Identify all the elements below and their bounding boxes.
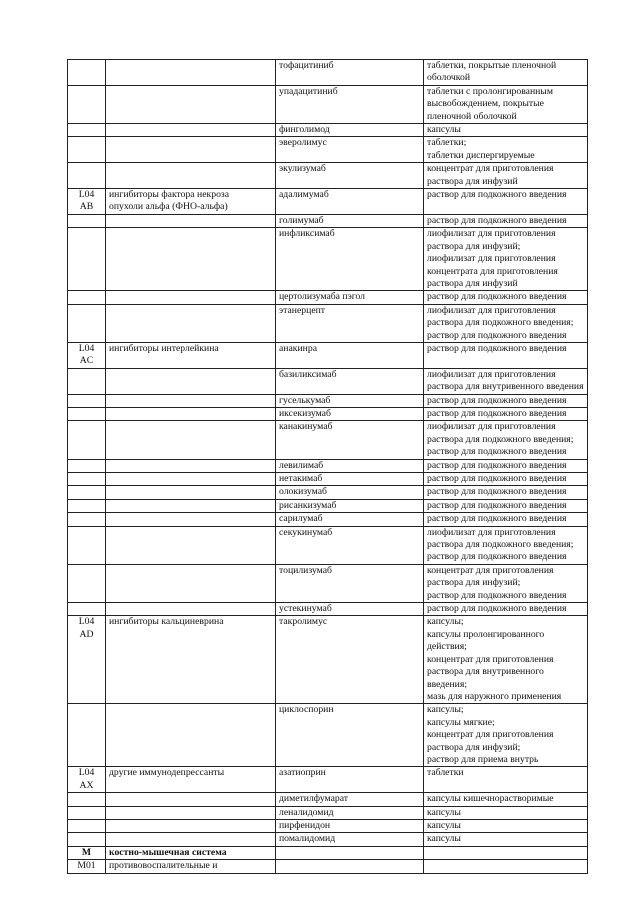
group-name-cell xyxy=(106,704,276,767)
atc-code-cell xyxy=(68,473,106,486)
dosage-form-cell: раствор для подкожного введения xyxy=(424,342,588,368)
table-row xyxy=(68,860,588,873)
table-row xyxy=(68,228,588,291)
drug-name-cell: экулизумаб xyxy=(276,163,424,189)
atc-code-cell: M xyxy=(68,846,106,859)
table-row xyxy=(68,214,588,227)
drug-name-cell: анакинра xyxy=(276,342,424,368)
group-name-cell xyxy=(106,137,276,163)
dosage-form-cell xyxy=(424,846,588,859)
atc-code-cell xyxy=(68,806,106,819)
dosage-form-cell: лиофилизат для приготовления раствора для подкожного введения; раствор для подкожного введения xyxy=(424,304,588,342)
table-row xyxy=(68,513,588,526)
dosage-form-cell: раствор для подкожного введения xyxy=(424,486,588,499)
atc-code-cell xyxy=(68,421,106,459)
table-row xyxy=(68,486,588,499)
group-name-cell xyxy=(106,819,276,832)
table-row xyxy=(68,291,588,304)
atc-code-cell xyxy=(68,407,106,420)
atc-code-cell xyxy=(68,85,106,123)
table-row xyxy=(68,124,588,137)
drug-name-cell: помалидомид xyxy=(276,833,424,846)
group-name-cell xyxy=(106,304,276,342)
drug-name-cell: такролимус xyxy=(276,616,424,704)
atc-code-cell xyxy=(68,228,106,291)
drug-name-cell: базиликсимаб xyxy=(276,368,424,394)
atc-code-cell xyxy=(68,793,106,806)
table-row xyxy=(68,368,588,394)
table-row xyxy=(68,793,588,806)
dosage-form-cell: капсулы xyxy=(424,806,588,819)
group-name-cell: ингибиторы кальциневрина xyxy=(106,616,276,704)
group-name-cell xyxy=(106,526,276,564)
drug-name-cell: голимумаб xyxy=(276,214,424,227)
atc-code-cell xyxy=(68,124,106,137)
table-row xyxy=(68,499,588,512)
dosage-form-cell: таблетки с пролонгированным высвобождением, покрытые пленочной оболочкой xyxy=(424,85,588,123)
atc-code-cell xyxy=(68,137,106,163)
dosage-form-cell: капсулы; капсулы мягкие; концентрат для приготовления раствора для инфузий; раствор для приема внутрь xyxy=(424,704,588,767)
atc-code-cell xyxy=(68,499,106,512)
dosage-form-cell: раствор для подкожного введения xyxy=(424,189,588,215)
table-row xyxy=(68,846,588,859)
atc-code-cell xyxy=(68,486,106,499)
atc-code-cell: L04 AD xyxy=(68,616,106,704)
atc-code-cell: L04 AB xyxy=(68,189,106,215)
dosage-form-cell: раствор для подкожного введения xyxy=(424,513,588,526)
table-row xyxy=(68,421,588,459)
table-row xyxy=(68,473,588,486)
drug-name-cell: сарилумаб xyxy=(276,513,424,526)
dosage-form-cell: раствор для подкожного введения xyxy=(424,407,588,420)
drug-name-cell: устекинумаб xyxy=(276,603,424,616)
atc-code-cell xyxy=(68,368,106,394)
drug-name-cell xyxy=(276,846,424,859)
atc-code-cell xyxy=(68,526,106,564)
dosage-form-cell xyxy=(424,860,588,873)
table-row xyxy=(68,85,588,123)
dosage-form-cell: лиофилизат для приготовления раствора для подкожного введения; раствор для подкожного введения xyxy=(424,421,588,459)
table-row xyxy=(68,564,588,602)
drug-name-cell: нетакимаб xyxy=(276,473,424,486)
drug-name-cell: пирфенидон xyxy=(276,819,424,832)
table-row xyxy=(68,304,588,342)
drug-name-cell: инфликсимаб xyxy=(276,228,424,291)
atc-code-cell xyxy=(68,304,106,342)
drug-name-cell: секукинумаб xyxy=(276,526,424,564)
group-name-cell xyxy=(106,163,276,189)
atc-code-cell xyxy=(68,291,106,304)
table-body xyxy=(68,60,588,874)
table-row xyxy=(68,342,588,368)
table-row xyxy=(68,459,588,472)
drug-name-cell: эверолимус xyxy=(276,137,424,163)
group-name-cell xyxy=(106,421,276,459)
drug-name-cell: азатиоприн xyxy=(276,767,424,793)
table-row xyxy=(68,60,588,86)
table-row xyxy=(68,163,588,189)
group-name-cell xyxy=(106,513,276,526)
group-name-cell xyxy=(106,291,276,304)
dosage-form-cell: капсулы xyxy=(424,819,588,832)
atc-code-cell xyxy=(68,163,106,189)
group-name-cell xyxy=(106,499,276,512)
group-name-cell xyxy=(106,407,276,420)
dosage-form-cell: лиофилизат для приготовления раствора для подкожного введения; раствор для подкожного введения xyxy=(424,526,588,564)
group-name-cell xyxy=(106,459,276,472)
table-row xyxy=(68,704,588,767)
group-name-cell xyxy=(106,60,276,86)
atc-code-cell: M01 xyxy=(68,860,106,873)
drug-name-cell: финголимод xyxy=(276,124,424,137)
group-name-cell xyxy=(106,486,276,499)
table-row xyxy=(68,394,588,407)
drug-name-cell: цертолизумаба пэгол xyxy=(276,291,424,304)
group-name-cell xyxy=(106,793,276,806)
table-row xyxy=(68,189,588,215)
drug-name-cell: тофацитиниб xyxy=(276,60,424,86)
dosage-form-cell: таблетки xyxy=(424,767,588,793)
drug-name-cell: олокизумаб xyxy=(276,486,424,499)
table-row xyxy=(68,407,588,420)
drug-name-cell: иксекизумаб xyxy=(276,407,424,420)
drug-name-cell: тоцилизумаб xyxy=(276,564,424,602)
table-row xyxy=(68,819,588,832)
dosage-form-cell: раствор для подкожного введения xyxy=(424,214,588,227)
atc-code-cell xyxy=(68,704,106,767)
dosage-form-cell: раствор для подкожного введения xyxy=(424,291,588,304)
dosage-form-cell: лиофилизат для приготовления раствора для внутривенного введения xyxy=(424,368,588,394)
group-name-cell: ингибиторы интерлейкина xyxy=(106,342,276,368)
dosage-form-cell: капсулы xyxy=(424,833,588,846)
dosage-form-cell: раствор для подкожного введения xyxy=(424,473,588,486)
drug-name-cell: диметилфумарат xyxy=(276,793,424,806)
drug-name-cell: леналидомид xyxy=(276,806,424,819)
group-name-cell xyxy=(106,214,276,227)
table-row xyxy=(68,806,588,819)
drug-name-cell: левилимаб xyxy=(276,459,424,472)
drug-name-cell: рисанкизумаб xyxy=(276,499,424,512)
dosage-form-cell: концентрат для приготовления раствора для инфузий; раствор для подкожного введения xyxy=(424,564,588,602)
table-row xyxy=(68,833,588,846)
dosage-form-cell: капсулы xyxy=(424,124,588,137)
dosage-form-cell: раствор для подкожного введения xyxy=(424,459,588,472)
dosage-form-cell: таблетки; таблетки диспергируемые xyxy=(424,137,588,163)
table-row xyxy=(68,526,588,564)
drug-name-cell: гуселькумаб xyxy=(276,394,424,407)
drug-name-cell: упадацитиниб xyxy=(276,85,424,123)
group-name-cell: костно-мышечная система xyxy=(106,846,276,859)
group-name-cell xyxy=(106,228,276,291)
atc-code-cell xyxy=(68,459,106,472)
group-name-cell xyxy=(106,603,276,616)
group-name-cell: противовоспалительные и xyxy=(106,860,276,873)
group-name-cell: другие иммунодепрессанты xyxy=(106,767,276,793)
atc-code-cell xyxy=(68,603,106,616)
drug-name-cell: этанерцепт xyxy=(276,304,424,342)
atc-code-cell xyxy=(68,60,106,86)
group-name-cell xyxy=(106,833,276,846)
table-row xyxy=(68,767,588,793)
group-name-cell xyxy=(106,394,276,407)
dosage-form-cell: таблетки, покрытые пленочной оболочкой xyxy=(424,60,588,86)
group-name-cell xyxy=(106,806,276,819)
drug-name-cell: адалимумаб xyxy=(276,189,424,215)
dosage-form-cell: капсулы кишечнорастворимые xyxy=(424,793,588,806)
atc-code-cell: L04 AX xyxy=(68,767,106,793)
group-name-cell: ингибиторы фактора некроза опухоли альфа (ФНО-альфа) xyxy=(106,189,276,215)
atc-code-cell xyxy=(68,819,106,832)
dosage-form-cell: раствор для подкожного введения xyxy=(424,603,588,616)
group-name-cell xyxy=(106,564,276,602)
table-row xyxy=(68,603,588,616)
atc-code-cell xyxy=(68,833,106,846)
group-name-cell xyxy=(106,368,276,394)
atc-code-cell xyxy=(68,394,106,407)
dosage-form-cell: капсулы; капсулы пролонгированного действия; концентрат для приготовления раствора для внутривенного введения; мазь для наружного применения xyxy=(424,616,588,704)
drug-name-cell: циклоспорин xyxy=(276,704,424,767)
atc-code-cell xyxy=(68,564,106,602)
atc-code-cell xyxy=(68,214,106,227)
atc-code-cell xyxy=(68,513,106,526)
dosage-form-cell: лиофилизат для приготовления раствора для инфузий; лиофилизат для приготовления концентрата для приготовления раствора для инфузий xyxy=(424,228,588,291)
atc-code-cell: L04 AC xyxy=(68,342,106,368)
dosage-form-cell: концентрат для приготовления раствора для инфузий xyxy=(424,163,588,189)
group-name-cell xyxy=(106,85,276,123)
table-row xyxy=(68,137,588,163)
dosage-form-cell: раствор для подкожного введения xyxy=(424,394,588,407)
group-name-cell xyxy=(106,124,276,137)
drug-name-cell: канакинумаб xyxy=(276,421,424,459)
dosage-form-cell: раствор для подкожного введения xyxy=(424,499,588,512)
group-name-cell xyxy=(106,473,276,486)
drug-list-table xyxy=(67,59,588,874)
drug-name-cell xyxy=(276,860,424,873)
table-row xyxy=(68,616,588,704)
